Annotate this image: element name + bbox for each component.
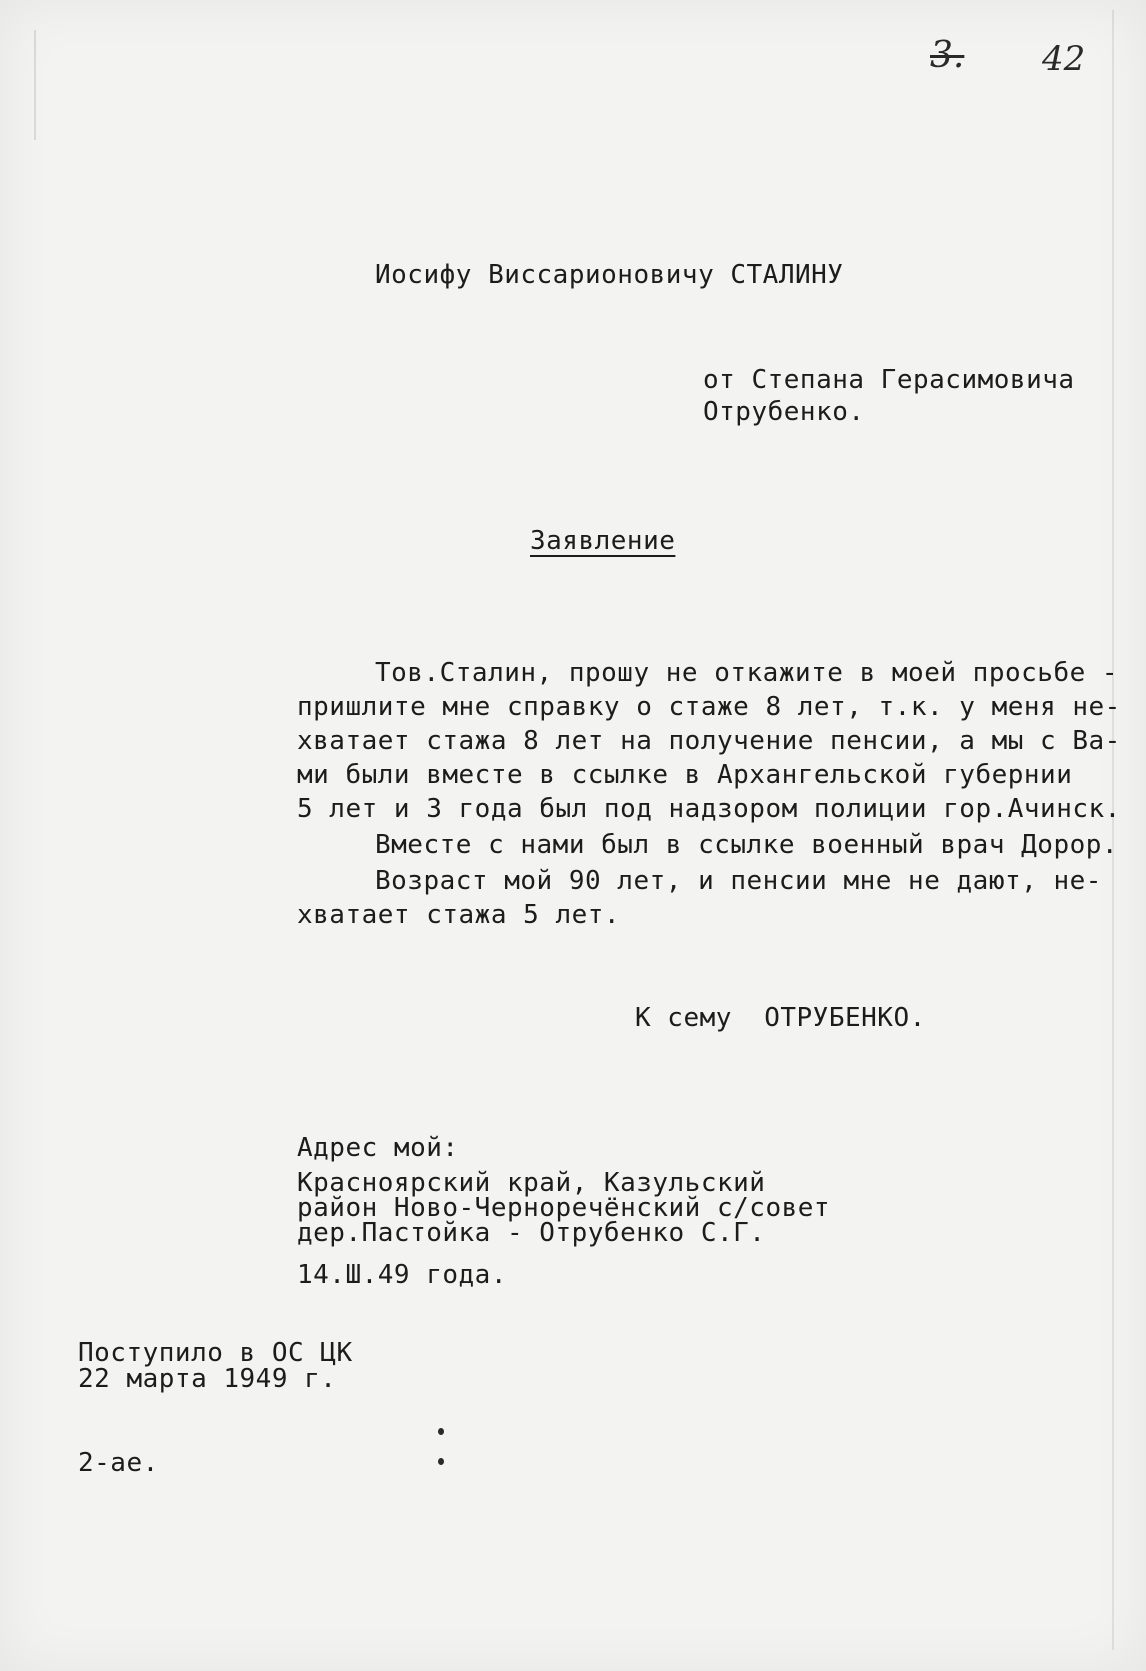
body-line: Возраст мой 90 лет, и пенсии мне не дают, не- bbox=[375, 866, 1102, 896]
body-line: ми были вместе в ссылке в Архангельской губернии bbox=[297, 760, 1073, 790]
address-line: район Ново-Черноречёнский с/совет bbox=[297, 1193, 831, 1223]
letter-date: 14.Ш.49 года. bbox=[297, 1260, 507, 1290]
address-label: Адрес мой: bbox=[297, 1133, 459, 1163]
page-number: 42 bbox=[1042, 39, 1086, 79]
body-line: хватает стажа 8 лет на получение пенсии, а мы с Ва- bbox=[297, 726, 1121, 756]
address-line: Красноярский край, Казульский bbox=[297, 1168, 766, 1198]
document-title: Заявление bbox=[530, 526, 676, 556]
sender-line-2: Отрубенко. bbox=[703, 397, 865, 427]
received-stamp-line-2: 22 марта 1949 г. bbox=[78, 1364, 337, 1394]
archive-mark: 3. bbox=[930, 35, 965, 76]
body-line: 5 лет и 3 года был под надзором полиции гор.Ачинск. bbox=[297, 794, 1121, 824]
received-stamp-line-1: Поступило в ОС ЦК bbox=[78, 1338, 353, 1368]
body-line: Тов.Сталин, прошу не откажите в моей просьбе - bbox=[375, 658, 1119, 688]
address-line: дер.Пастойка - Отрубенко С.Г. bbox=[297, 1218, 766, 1248]
addressee: Иосифу Виссарионовичу СТАЛИНУ bbox=[375, 260, 844, 290]
body-line: пришлите мне справку о стаже 8 лет, т.к. у меня не- bbox=[297, 692, 1121, 722]
body-line: Вместе с нами был в ссылке военный врач Дорор. bbox=[375, 830, 1119, 860]
punch-hole bbox=[438, 1458, 444, 1465]
copies-note: 2-ае. bbox=[78, 1448, 159, 1478]
punch-hole bbox=[438, 1428, 444, 1435]
sender-line-1: от Степана Герасимовича bbox=[703, 365, 1075, 395]
page-fold-line bbox=[34, 30, 36, 140]
body-line: хватает стажа 5 лет. bbox=[297, 900, 621, 930]
signature-line: К сему ОТРУБЕНКО. bbox=[635, 1003, 926, 1033]
